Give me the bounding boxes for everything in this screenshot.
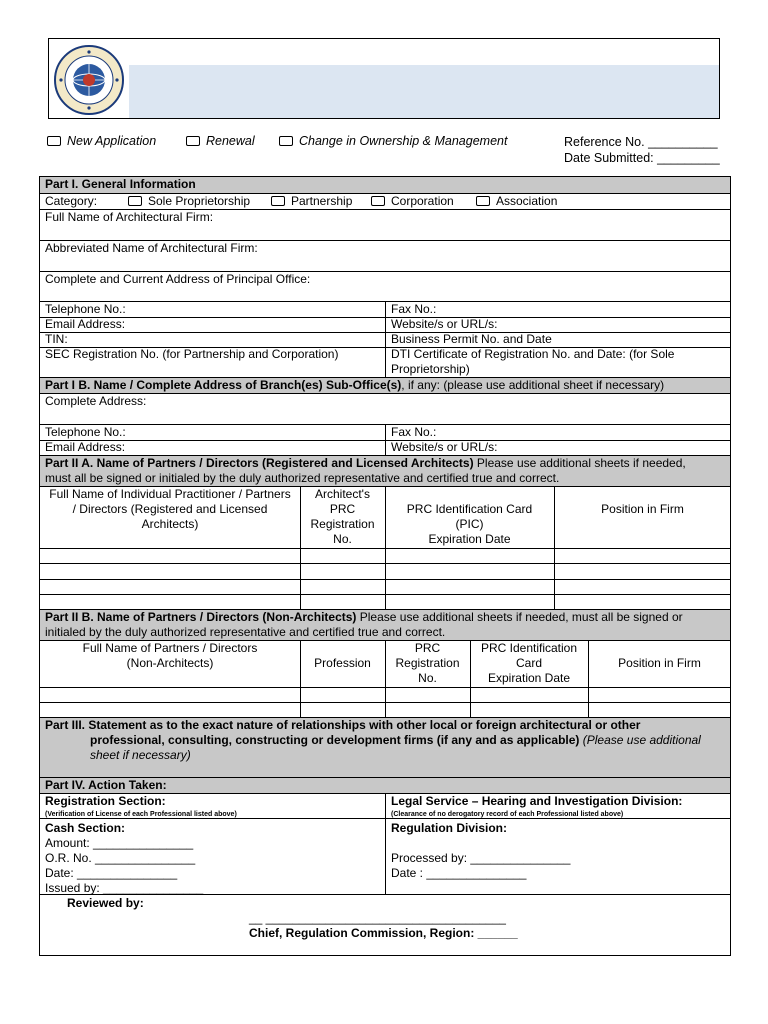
processed-by-field[interactable]: Processed by: _______________ xyxy=(391,851,571,865)
checkbox-icon[interactable] xyxy=(186,136,200,146)
category-corporation[interactable]: Corporation xyxy=(371,194,454,209)
action-taken-grid xyxy=(40,793,730,894)
regulation-division-label: Regulation Division: xyxy=(391,821,508,835)
checkbox-icon[interactable] xyxy=(476,196,490,206)
branch-website-field[interactable]: Website/s or URL/s: xyxy=(391,440,498,454)
part2a-col-prc-reg-header: Architect's PRC Registration No. xyxy=(310,487,375,546)
branch-contact-grid xyxy=(40,424,730,455)
category-label: Category: xyxy=(45,194,98,208)
date-submitted[interactable]: Date Submitted: _________ xyxy=(564,151,720,165)
registration-note: (Verification of License of each Professional listed above) xyxy=(45,811,237,818)
amount-field[interactable]: Amount: _______________ xyxy=(45,836,194,850)
reference-block xyxy=(564,134,720,166)
part1b-header: Part I B. Name / Complete Address of Branch(es) Sub-Office(s), if any: (please use additional sheet if necessary) xyxy=(40,377,730,393)
part2a-col-name-header: Full Name of Individual Practitioner / Partners / Directors (Registered and Licensed Architects) xyxy=(49,487,291,531)
sec-registration-field[interactable]: SEC Registration No. (for Partnership and Corporation) xyxy=(45,347,339,361)
address-field[interactable]: Complete and Current Address of Principal Office: xyxy=(40,271,730,301)
application-form xyxy=(39,176,731,956)
date-field[interactable]: Date: _______________ xyxy=(45,866,178,880)
registration-section-label: Registration Section: xyxy=(45,794,166,808)
branch-email-field[interactable]: Email Address: xyxy=(45,440,126,454)
checkbox-icon[interactable] xyxy=(47,136,61,146)
abbrev-name-field[interactable]: Abbreviated Name of Architectural Firm: xyxy=(40,240,730,271)
option-renewal[interactable]: Renewal xyxy=(186,134,255,148)
dti-certificate-field-cont: Proprietorship) xyxy=(391,362,470,376)
part4-header: Part IV. Action Taken: xyxy=(40,777,730,793)
checkbox-icon[interactable] xyxy=(279,136,293,146)
reference-no[interactable]: Reference No. __________ xyxy=(564,135,718,149)
legal-note: (Clearance of no derogatory record of each Professional listed above) xyxy=(391,811,624,818)
reviewed-by-label: Reviewed by: xyxy=(67,896,144,910)
part2a-col-pic-header: PRC Identification Card (PIC) Expiration Date xyxy=(406,502,533,546)
branch-address-field[interactable]: Complete Address: xyxy=(40,393,730,424)
dti-certificate-field[interactable]: DTI Certificate of Registration No. and Date: (for Sole xyxy=(391,347,675,361)
legal-service-label: Legal Service – Hearing and Investigation Division: xyxy=(391,794,683,808)
website-field[interactable]: Website/s or URL/s: xyxy=(391,317,498,331)
part3-section: Part III. Statement as to the exact nature of relationships with other local or foreign architectural or other professional, consulting, constructing or development firms (if any and as applicable) (Please use additional sheet if necessary) xyxy=(40,717,730,777)
checkbox-icon[interactable] xyxy=(128,196,142,206)
part2b-col-profession-header: Profession xyxy=(314,656,371,670)
part2b-col-position-header: Position in Firm xyxy=(618,656,701,670)
full-name-field[interactable]: Full Name of Architectural Firm: xyxy=(40,209,730,240)
part1-title: Part I. General Information xyxy=(45,177,196,191)
checkbox-icon[interactable] xyxy=(371,196,385,206)
telephone-field[interactable]: Telephone No.: xyxy=(45,302,126,316)
chief-signatory: Chief, Regulation Commission, Region: ______ xyxy=(249,926,518,940)
part2a-header: Part II A. Name of Partners / Directors (Registered and Licensed Architects) Please use additional sheets if needed, must all be signed or initialed by the duly authorized representative and certified true and correct. xyxy=(40,455,730,486)
part2a-table xyxy=(40,486,730,609)
part1-header xyxy=(40,177,730,193)
part2a-col-position-header: Position in Firm xyxy=(601,502,684,516)
email-field[interactable]: Email Address: xyxy=(45,317,126,331)
header-title-band xyxy=(129,65,719,118)
cash-section-label: Cash Section: xyxy=(45,821,126,835)
branch-fax-field[interactable]: Fax No.: xyxy=(391,425,437,439)
issued-by-field[interactable]: Issued by: _______________ xyxy=(45,881,204,895)
prc-seal-logo xyxy=(54,45,124,115)
part2b-col-prc-reg-header: PRC Registration No. xyxy=(395,641,460,685)
category-partnership[interactable]: Partnership xyxy=(271,194,352,209)
option-change-ownership[interactable]: Change in Ownership & Management xyxy=(279,134,507,148)
regulation-date-field[interactable]: Date : _______________ xyxy=(391,866,527,880)
branch-telephone-field[interactable]: Telephone No.: xyxy=(45,425,126,439)
fax-field[interactable]: Fax No.: xyxy=(391,302,437,316)
part2b-col-name-header: Full Name of Partners / Directors (Non-Architects) xyxy=(82,641,258,670)
or-no-field[interactable]: O.R. No. _______________ xyxy=(45,851,196,865)
option-new-application[interactable]: New Application xyxy=(47,134,156,148)
business-permit-field[interactable]: Business Permit No. and Date xyxy=(391,332,552,346)
checkbox-icon[interactable] xyxy=(271,196,285,206)
contact-grid xyxy=(40,301,730,377)
header-box xyxy=(48,38,720,119)
category-row xyxy=(40,193,730,209)
part2b-table xyxy=(40,640,730,717)
signature-line[interactable]: __ ____________________________________ xyxy=(249,911,506,925)
category-association[interactable]: Association xyxy=(476,194,557,209)
category-sole-proprietorship[interactable]: Sole Proprietorship xyxy=(128,194,250,209)
part2b-header: Part II B. Name of Partners / Directors (Non-Architects) Please use additional sheets if needed, must all be signed or initialed by the duly authorized representative and certified true and correct. xyxy=(40,609,730,640)
review-section xyxy=(40,894,730,955)
tin-field[interactable]: TIN: xyxy=(45,332,68,346)
part2b-col-pic-header: PRC Identification Card Expiration Date xyxy=(480,641,578,685)
